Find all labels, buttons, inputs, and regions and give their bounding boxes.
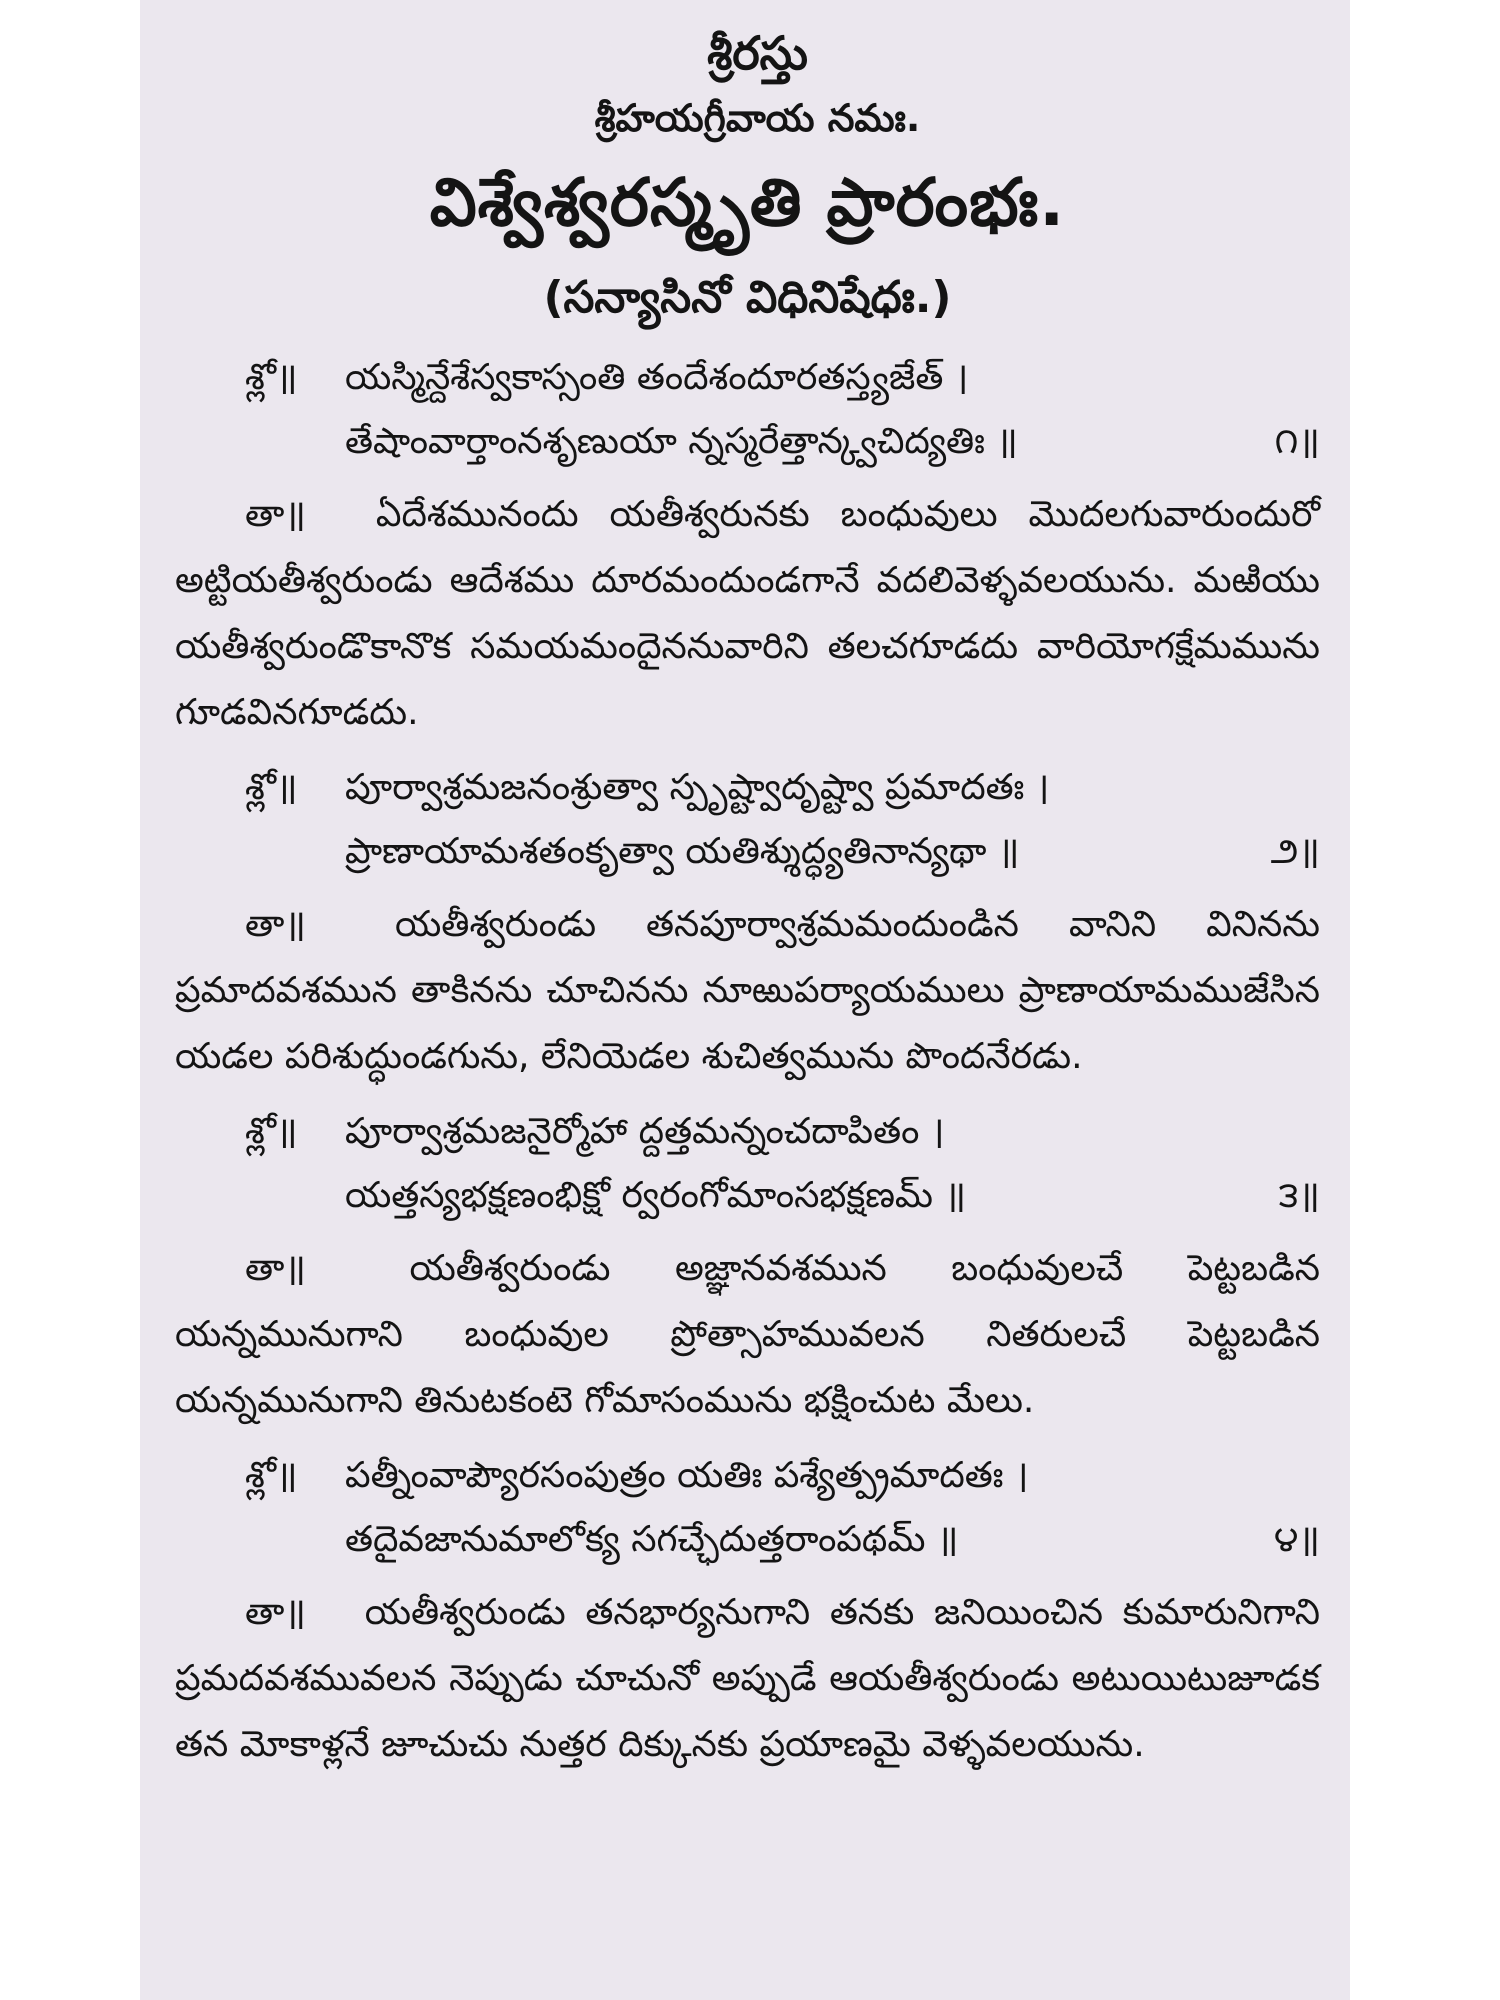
verse-text: తదైవజానుమాలోక్య సగచ్ఛేదుత్తరాంపథమ్ ॥	[345, 1519, 959, 1560]
verse-text: ప్రాణాయామశతంకృత్వా యతిశ్శుద్ధ్యతినాన్యథా ॥	[345, 831, 1020, 872]
verse-line	[175, 1164, 1320, 1228]
verse-text: యస్మిన్దేశేస్వకాస్సంతి తందేశందూరతస్త్యజేత్ ।	[345, 357, 969, 398]
verse-number: ౪॥	[1273, 1519, 1320, 1560]
commentary-label: తా॥	[245, 904, 306, 945]
verse-line	[175, 1100, 1320, 1164]
commentary-2	[175, 892, 1320, 1090]
commentary-label: తా॥	[245, 1248, 306, 1289]
verse-text: పూర్వాశ్రమజనంశ్రుత్వా స్పృష్ట్వాదృష్ట్వా ప్రమాదతః ।	[345, 767, 1050, 808]
commentary-text: యతీశ్వరుండు అజ్ఞానవశమున బంధువులచే పెట్టబడిన యన్నమునుగాని బంధువుల ప్రోత్సాహమువలన నితరులచే పెట్టబడిన యన్నమునుగాని తినుటకంటె గోమాసంమును భక్షించుట మేలు.	[175, 1248, 1320, 1421]
verse-number: ౨॥	[1270, 831, 1320, 872]
header-mark: శ్రీరస్తు	[707, 26, 808, 80]
verse-line	[175, 820, 1320, 884]
verse-line	[175, 756, 1320, 820]
verse-1	[175, 346, 1320, 474]
verse-line	[175, 1444, 1320, 1508]
verse-line	[175, 346, 1320, 410]
verse-3	[175, 1100, 1320, 1228]
invocation: శ్రీహయగ్రీవాయ నమః.	[594, 96, 921, 140]
commentary-text: యతీశ్వరుండు తనభార్యనుగాని తనకు జనియించిన కుమారునిగాని ప్రమదవశమువలన నెప్పుడు చూచునో అప్పుడే ఆయతీశ్వరుండు అటుయిటుజూడక తన మోకాళ్లనే జూచుచు నుత్తర దిక్కునకు ప్రయాణమై వెళ్ళవలయును.	[175, 1592, 1320, 1765]
commentary-text: ఏదేశమునందు యతీశ్వరునకు బంధువులు మొదలగువారుందురో అట్టియతీశ్వరుండు ఆదేశము దూరమందుండగానే వదలివెళ్ళవలయును. మఱియు యతీశ్వరుండొకానొక సమయమందైననువారిని తలచగూడదు వారియోగక్షేమమును గూడవినగూడదు.	[175, 494, 1320, 733]
page-title: విశ్వేశ్వరస్మృతి ప్రారంభః.	[429, 164, 1066, 241]
verse-4	[175, 1444, 1320, 1572]
commentary-label: తా॥	[245, 1592, 306, 1633]
verse-line	[175, 1508, 1320, 1572]
verse-line	[175, 410, 1320, 474]
page-content	[175, 18, 1320, 1788]
verse-label: శ్లో॥	[245, 357, 298, 398]
subtitle: (సన్యాసినో విధినిషేధః.)	[543, 272, 952, 323]
verse-label: శ్లో॥	[245, 1455, 298, 1496]
verse-2	[175, 756, 1320, 884]
commentary-text: యతీశ్వరుండు తనపూర్వాశ్రమమందుండిన వానిని వినినను ప్రమాదవశమున తాకినను చూచినను నూఱుపర్యాయములు ప్రాణాయామముజేసిన యడల పరిశుద్ధుండగును, లేనియెడల శుచిత్వమును పొందనేరడు.	[175, 904, 1320, 1077]
verse-label: శ్లో॥	[245, 767, 298, 808]
commentary-1	[175, 482, 1320, 746]
commentary-label: తా॥	[245, 494, 306, 535]
commentary-3	[175, 1236, 1320, 1434]
verse-label: శ్లో॥	[245, 1111, 298, 1152]
verse-text: యత్తస్యభక్షణంభిక్షో ర్వరంగోమాంసభక్షణమ్ ॥	[345, 1175, 967, 1216]
verse-text: తేషాంవార్తాంనశృణుయా న్నస్మరేత్తాన్క్వచిద్యతిః ॥	[345, 421, 1018, 462]
verse-number: ౩॥	[1278, 1175, 1320, 1216]
commentary-4	[175, 1580, 1320, 1778]
verse-text: పత్నీంవాప్యౌరసంపుత్రం యతిః పశ్యేత్ప్రమాదతః ।	[345, 1455, 1029, 1496]
verse-number: ౧॥	[1274, 421, 1320, 462]
verse-text: పూర్వాశ్రమజనైర్మోహా ద్దత్తమన్నంచదాపితం ।	[345, 1111, 945, 1152]
